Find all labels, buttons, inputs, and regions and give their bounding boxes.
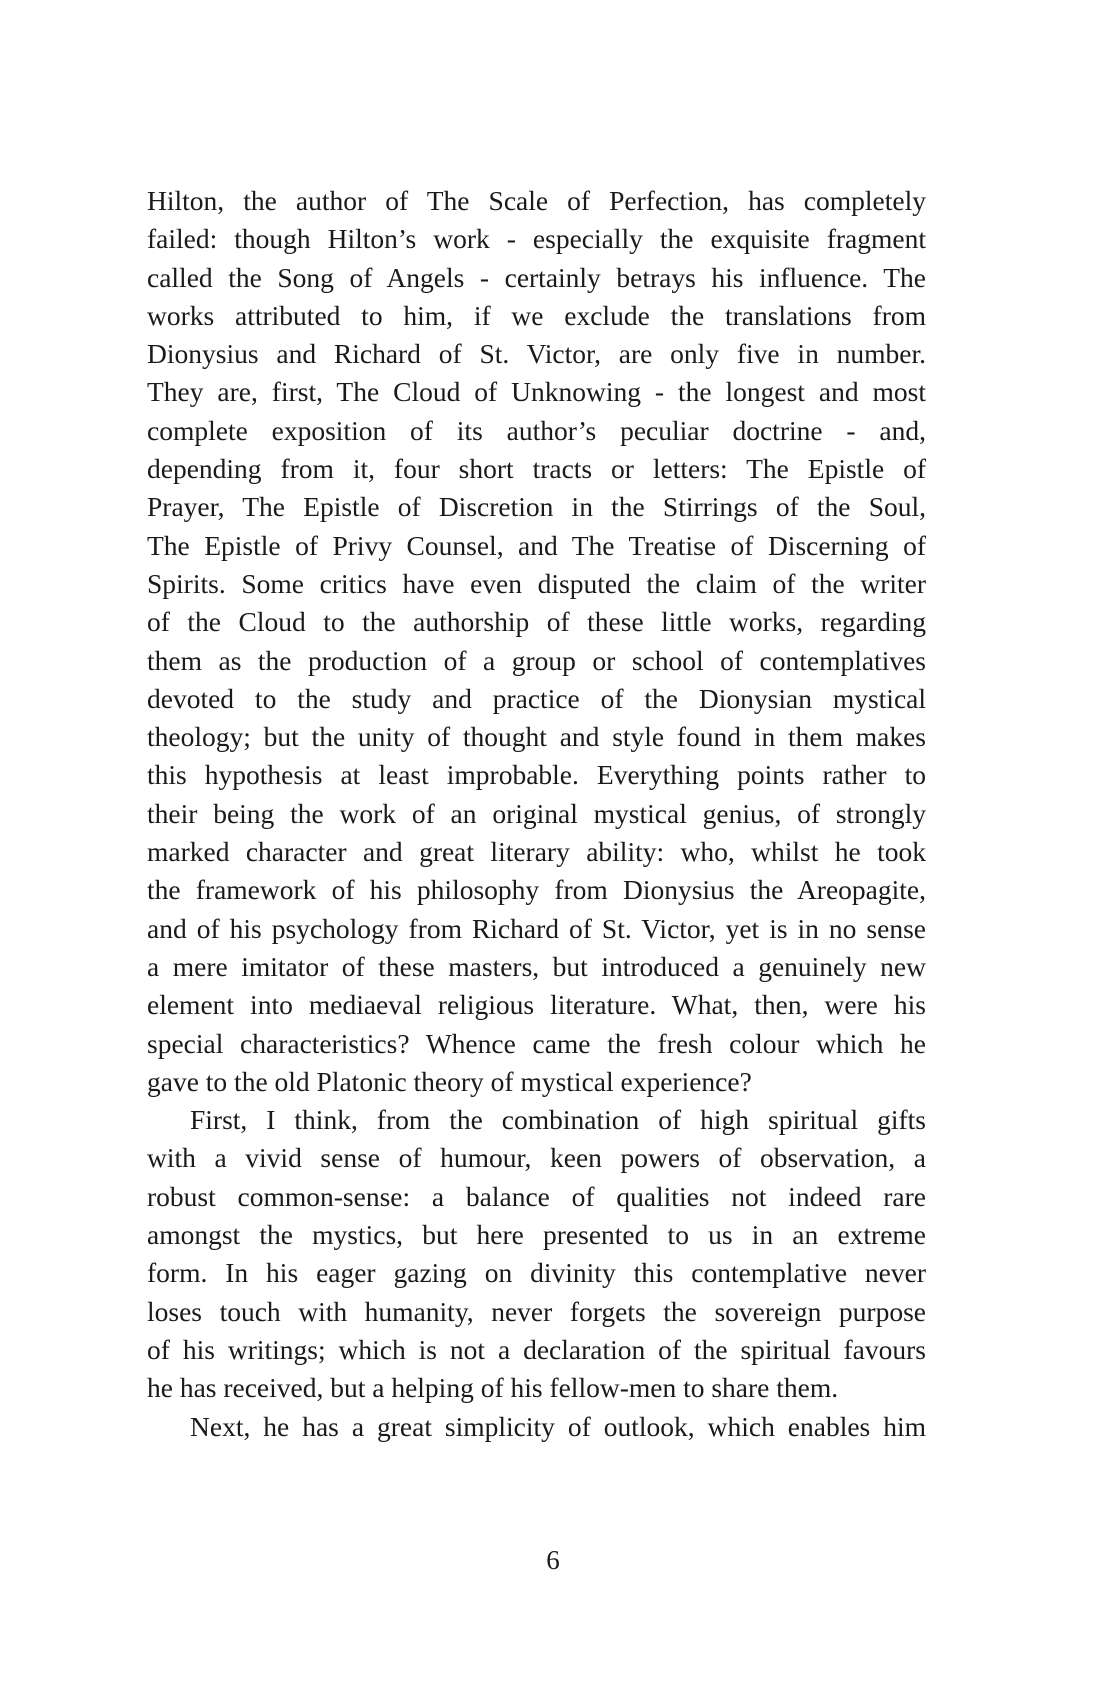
text-line: of the Cloud to the authorship of these little works, regarding: [147, 606, 926, 638]
text-line: amongst the mystics, but here presented to us in an extreme: [147, 1219, 926, 1251]
text-line: the framework of his philosophy from Dionysius the Areopagite,: [147, 874, 926, 906]
text-line: with a vivid sense of humour, keen powers of observation, a: [147, 1142, 926, 1174]
text-line: Dionysius and Richard of St. Victor, are only five in number.: [147, 338, 926, 370]
text-line: works attributed to him, if we exclude the translations from: [147, 299, 926, 331]
text-line: of his writings; which is not a declaration of the spiritual favours: [147, 1333, 926, 1365]
text-line: depending from it, four short tracts or letters: The Epistle of: [147, 453, 926, 485]
text-line: element into mediaeval religious literature. What, then, were his: [147, 989, 926, 1021]
text-line: special characteristics? Whence came the fresh colour which he: [147, 1027, 926, 1059]
text-line: Next, he has a great simplicity of outlook, which enables him: [190, 1410, 926, 1442]
text-line: their being the work of an original mystical genius, of strongly: [147, 797, 926, 829]
text-line: this hypothesis at least improbable. Everything points rather to: [147, 759, 926, 791]
text-line: First, I think, from the combination of high spiritual gifts: [190, 1104, 926, 1136]
paragraph: [147, 1408, 926, 1446]
text-line: The Epistle of Privy Counsel, and The Treatise of Discerning of: [147, 529, 926, 561]
paragraph: [147, 1101, 926, 1407]
text-line: called the Song of Angels - certainly betrays his influence. The: [147, 261, 926, 293]
text-line: failed: though Hilton’s work - especially the exquisite fragment: [147, 223, 926, 255]
text-line: gave to the old Platonic theory of mystical experience?: [147, 1065, 752, 1097]
body-text: [147, 182, 926, 1446]
text-line: form. In his eager gazing on divinity this contemplative never: [147, 1257, 926, 1289]
text-line: Hilton, the author of The Scale of Perfection, has completely: [147, 185, 926, 216]
text-line: Spirits. Some critics have even disputed the claim of the writer: [147, 567, 926, 599]
text-line: loses touch with humanity, never forgets the sovereign purpose: [147, 1295, 926, 1327]
text-line: and of his psychology from Richard of St. Victor, yet is in no sense: [147, 912, 926, 944]
text-line: marked character and great literary ability: who, whilst he took: [147, 836, 926, 868]
text-line: he has received, but a helping of his fellow-men to share them.: [147, 1372, 839, 1404]
text-line: a mere imitator of these masters, but introduced a genuinely new: [147, 950, 926, 982]
text-line: robust common-sense: a balance of qualities not indeed rare: [147, 1180, 926, 1212]
text-line: Prayer, The Epistle of Discretion in the Stirrings of the Soul,: [147, 491, 926, 523]
text-line: them as the production of a group or school of contemplatives: [147, 644, 926, 676]
paragraph: [147, 182, 926, 1101]
page-number: 6: [546, 1545, 560, 1575]
text-line: theology; but the unity of thought and style found in them makes: [147, 721, 926, 753]
text-line: complete exposition of its author’s peculiar doctrine - and,: [147, 414, 926, 446]
text-line: They are, first, The Cloud of Unknowing - the longest and most: [147, 376, 926, 408]
text-line: devoted to the study and practice of the Dionysian mystical: [147, 682, 926, 714]
